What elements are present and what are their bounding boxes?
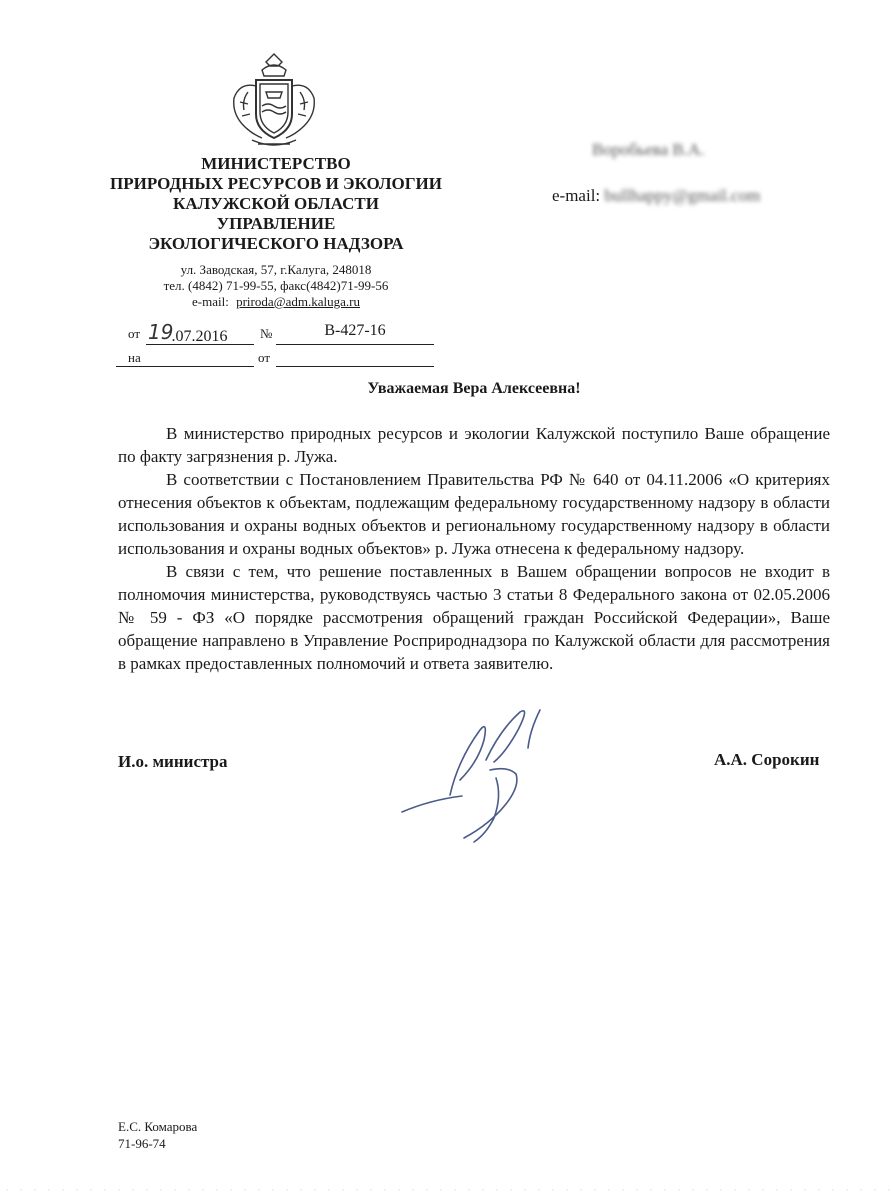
reg-date-field <box>146 322 254 345</box>
scan-edge-dots <box>0 1186 891 1194</box>
recipient-name: Воробьева В.А. <box>592 140 705 159</box>
reg-from-label: от <box>128 326 141 341</box>
org-line-resources: ПРИРОДНЫХ РЕСУРСОВ И ЭКОЛОГИИ <box>110 174 442 193</box>
executor-block <box>118 1118 197 1152</box>
signer-position: И.о. министра <box>118 752 228 771</box>
coat-of-arms-icon <box>226 52 322 152</box>
org-email-row <box>100 294 452 310</box>
reg-number-label: № <box>260 326 273 341</box>
paragraph-regulation: В соответствии с Постановлением Правительства РФ № 640 от 04.11.2006 «О критериях отнесения объектов к объектам, подлежащим федеральному государственному надзору в области использования и охраны водных объектов и региональному государственному надзору в области использования и охраны водных объектов» р. Лужа отнесена к федеральному надзору. <box>118 470 830 558</box>
reg-on-field <box>116 350 254 367</box>
reg-on-label: на <box>128 350 141 365</box>
org-address: ул. Заводская, 57, г.Калуга, 248018 <box>180 262 372 277</box>
reg-from2-label: от <box>258 350 271 365</box>
executor-phone: 71-96-74 <box>118 1136 166 1151</box>
recipient-email-row <box>552 186 760 206</box>
reg-date-rest: .07.2016 <box>171 328 228 345</box>
org-line-supervision: ЭКОЛОГИЧЕСКОГО НАДЗОРА <box>148 234 404 253</box>
recipient-block <box>592 140 705 160</box>
organization-header <box>100 154 452 254</box>
recipient-email: bullhappy@gmail.com <box>604 186 761 205</box>
signer-name: А.А. Сорокин <box>714 750 820 769</box>
salutation: Уважаемая Вера Алексеевна! <box>367 380 581 397</box>
reg-date-day: 19 <box>148 320 174 344</box>
executor-name: Е.С. Комарова <box>118 1119 198 1134</box>
org-line-region: КАЛУЖСКОЙ ОБЛАСТИ <box>173 194 379 213</box>
reg-number: В-427-16 <box>324 322 386 339</box>
paragraph-referral: В связи с тем, что решение поставленных в Вашем обращении вопросов не входит в полномочия министерства, руководствуясь частью 3 статьи 8 Федерального закона от 02.05.2006 № 59 - ФЗ «О порядке рассмотрения обращений граждан Российской Федерации», Ваше обращение направлено в Управление Росприроднадзора по Калужской области для рассмотрения в рамках предоставленных полномочий и ответа заявителю. <box>118 562 830 673</box>
org-email-label: e-mail: <box>192 294 229 309</box>
paragraph-complaint: В министерство природных ресурсов и экологии Калужской поступило Ваше обращение по факту загрязнения р. Лужа. <box>118 424 830 466</box>
org-line-ministry: МИНИСТЕРСТВО <box>201 154 351 173</box>
reg-from2-field <box>276 350 434 367</box>
org-contacts <box>100 262 452 310</box>
reg-number-field <box>276 322 434 345</box>
org-email-link[interactable]: priroda@adm.kaluga.ru <box>236 294 360 309</box>
org-phone: тел. (4842) 71-99-55, факс(4842)71-99-56 <box>163 278 389 293</box>
org-line-department: УПРАВЛЕНИЕ <box>216 214 336 233</box>
handwritten-signature-icon <box>390 700 590 850</box>
letter-body <box>118 422 830 675</box>
recipient-email-label: e-mail: <box>552 186 601 205</box>
